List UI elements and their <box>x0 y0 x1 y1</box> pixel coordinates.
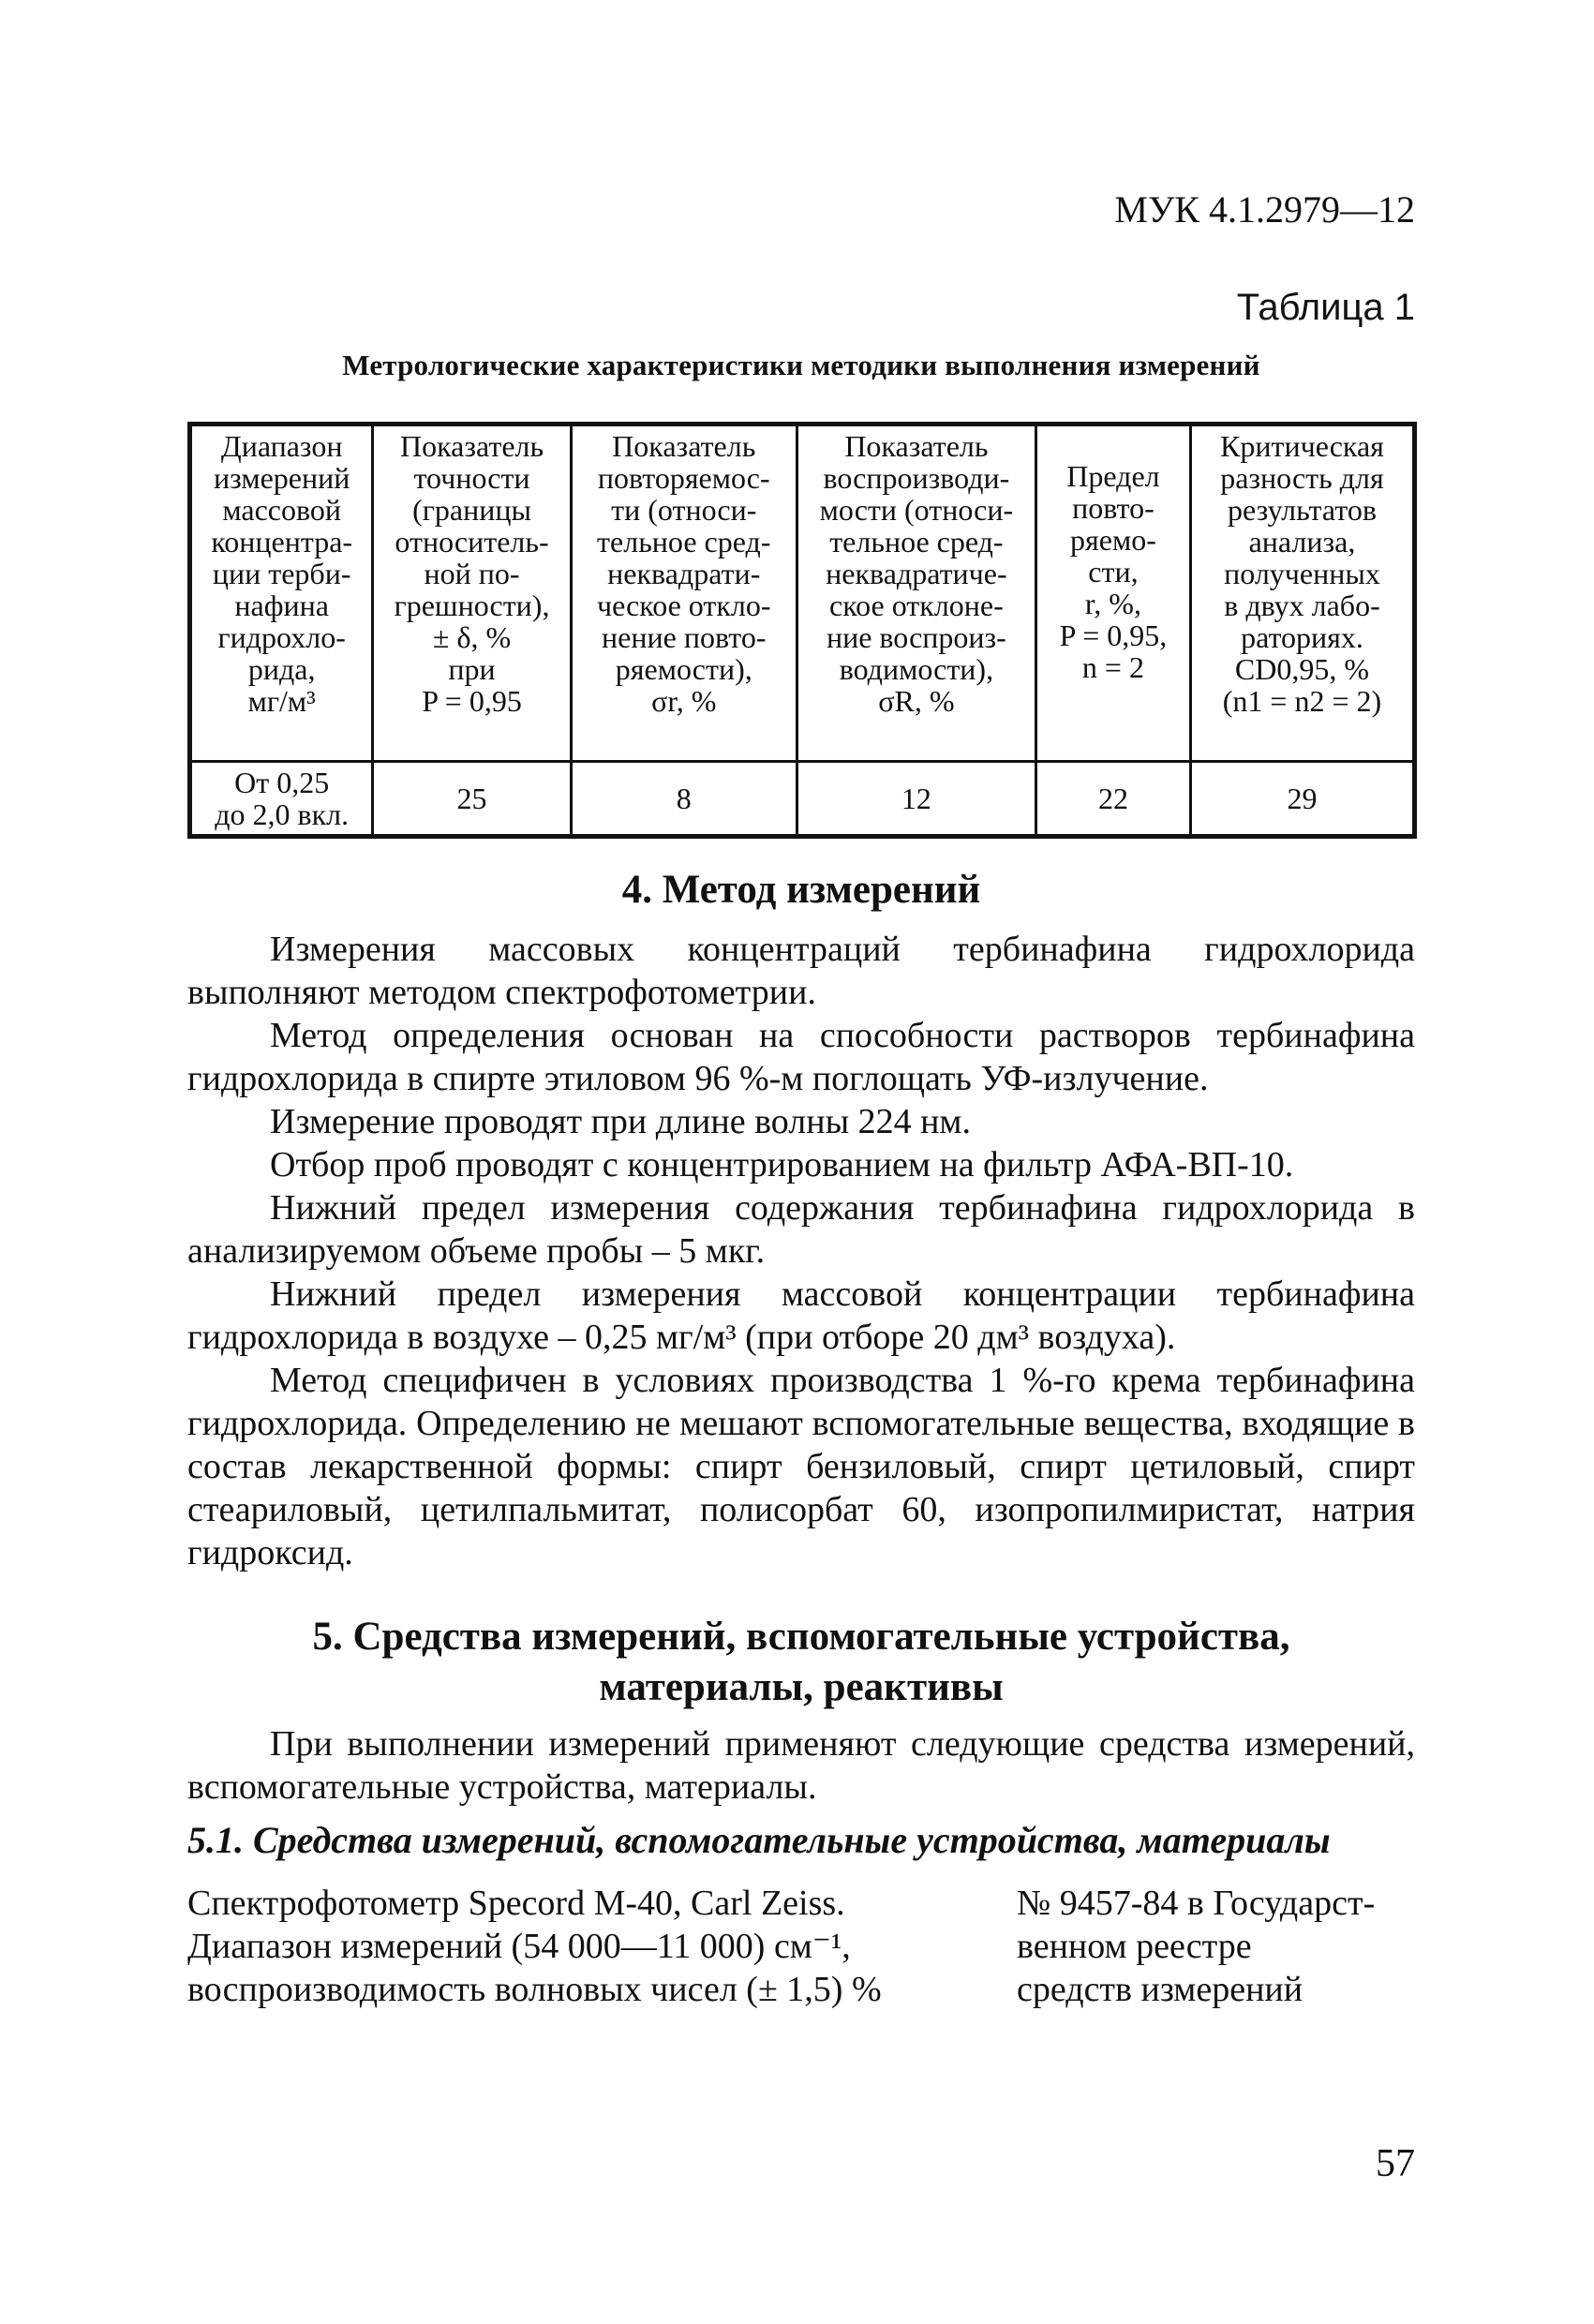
table-title: Метрологические характеристики методики выполнения измерений <box>342 349 1260 381</box>
section-4-paragraph: Измерения массовых концентраций тербинафина гидрохлорида выполняют методом спектрофотометрии. <box>187 930 1415 1012</box>
section-4-paragraph: Нижний предел измерения содержания тербинафина гидрохлорида в анализируемом объеме пробы – 5 мкг. <box>187 1188 1415 1271</box>
section-4-paragraph: Нижний предел измерения массовой концентрации тербинафина гидрохлорида в воздухе – 0,25 мг/м³ (при отборе 20 дм³ воздуха). <box>187 1274 1415 1357</box>
subsection-5-1-title: 5.1. Средства измерений, вспомогательные устройства, материалы <box>187 1819 1331 1861</box>
instrument-description: Спектрофотометр Specord M-40, Carl Zeiss. Диапазон измерений (54 000—11 000) см⁻¹, воспроизводимость волновых чисел (± 1,5) % <box>187 1884 882 2009</box>
section-4-paragraph: Измерение проводят при длине волны 224 нм. <box>270 1102 971 1141</box>
header-range: Диапазон измерений массовой концентра- ции терби- нафина гидрохло- рида, мг/м³ <box>190 425 373 762</box>
header-repeatability-limit: Предел повто- ряемо- сти, r, %, P = 0,95, n = 2 <box>1035 425 1190 762</box>
section-4-title: 4. Метод измерений <box>621 868 981 912</box>
registry-info: № 9457-84 в Государст- венном реестре средств измерений <box>1017 1884 1376 2009</box>
header-reproducibility: Показатель воспроизводи- мости (относи- тельное сред- неквадратиче- ское отклоне- ние воспроиз- водимости), σR, % <box>797 425 1035 762</box>
document-code: МУК 4.1.2979—12 <box>1114 188 1415 231</box>
metrology-table <box>187 422 1417 839</box>
header-repeatability: Показатель повторяемос- ти (относи- тельное сред- неквадрати- ческое откло- нение повто- ряемости), σr, % <box>571 425 797 762</box>
header-critical-difference: Критическая разность для результатов анализа, полученных в двух лабо- раториях. CD0,95, % (n1 = n2 = 2) <box>1190 425 1414 762</box>
cell-range: От 0,25 до 2,0 вкл. <box>190 762 373 837</box>
table-row <box>190 762 1415 837</box>
page-number: 57 <box>1376 2142 1415 2185</box>
cell-repeatability-limit: 22 <box>1035 762 1190 837</box>
cell-repeatability: 8 <box>571 762 797 837</box>
section-4-paragraph: Отбор проб проводят с концентрированием на фильтр АФА-ВП-10. <box>270 1145 1294 1184</box>
table-header-row <box>190 425 1415 762</box>
section-5-intro: При выполнении измерений применяют следующие средства измерений, вспомогательные устройства, материалы. <box>187 1724 1415 1807</box>
cell-critical-difference: 29 <box>1190 762 1414 837</box>
cell-reproducibility: 12 <box>797 762 1035 837</box>
section-4-paragraph: Метод специфичен в условиях производства 1 %-го крема тербинафина гидрохлорида. Определению не мешают вспомогательные вещества, входящие в состав лекарственной формы: спирт бензиловый, спирт цетиловый, спирт стеариловый, цетилпальмитат, полисорбат 60, изопропилмиристат, натрия гидроксид. <box>187 1361 1415 1572</box>
table-label: Таблица 1 <box>1236 287 1415 328</box>
section-5-title: 5. Средства измерений, вспомогательные устройства, материалы, реактивы <box>312 1615 1290 1709</box>
section-4-paragraph: Метод определения основан на способности растворов тербинафина гидрохлорида в спирте этиловом 96 %-м поглощать УФ-излучение. <box>187 1016 1415 1098</box>
header-accuracy: Показатель точности (границы относитель- ной по- грешности), ± δ, % при P = 0,95 <box>373 425 571 762</box>
cell-accuracy: 25 <box>373 762 571 837</box>
